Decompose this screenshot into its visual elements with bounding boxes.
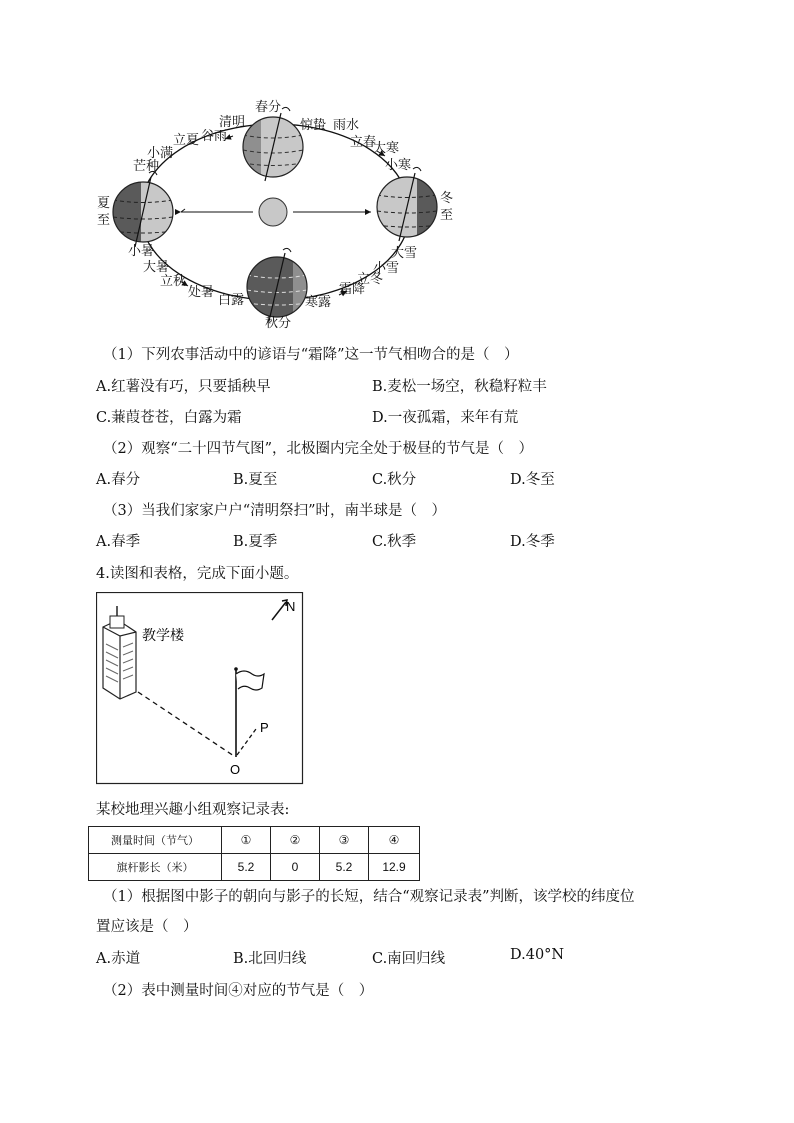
solar-terms-diagram: [85, 95, 465, 335]
svg-text:大寒: 大寒: [373, 141, 400, 156]
question-3-2: （2）观察“二十四节气图”，北极圈内完全处于极昼的节气是（ ）: [103, 441, 534, 457]
option-3-2-b[interactable]: B.夏至: [233, 472, 278, 488]
option-3-2-d[interactable]: D.冬至: [510, 472, 555, 488]
svg-text:小雪: 小雪: [373, 261, 400, 276]
svg-text:白露: 白露: [218, 293, 245, 308]
svg-text:冬: 冬: [440, 191, 454, 206]
north-label: N: [286, 599, 296, 614]
question-4-1-line1: （1）根据图中影子的朝向与影子的长短，结合“观察记录表”判断，该学校的纬度位: [103, 889, 635, 905]
svg-text:大暑: 大暑: [143, 260, 170, 275]
option-4-1-a[interactable]: A.赤道: [96, 951, 141, 967]
svg-text:秋分: 秋分: [265, 316, 292, 331]
point-p-label: P: [260, 720, 269, 735]
building-label: 教学楼: [142, 628, 184, 644]
sun: [259, 198, 287, 226]
question-3-1: （1）下列农事活动中的谚语与“霜降”这一节气相吻合的是（ ）: [103, 347, 519, 363]
flagpole-figure: [96, 592, 304, 785]
option-3-1-b[interactable]: B.麦松一场空，秋稳籽粒丰: [372, 379, 547, 395]
svg-text:小寒: 小寒: [385, 158, 412, 173]
svg-text:惊蛰: 惊蛰: [300, 118, 327, 133]
option-4-1-d[interactable]: D.40°N: [510, 947, 565, 963]
table-header-time: 测量时间（节气）: [89, 827, 222, 854]
svg-text:立夏: 立夏: [173, 133, 200, 148]
svg-text:雨水: 雨水: [333, 118, 360, 133]
option-3-1-a[interactable]: A.红薯没有巧，只要插秧早: [96, 379, 271, 395]
svg-text:至: 至: [440, 208, 454, 223]
svg-text:夏: 夏: [97, 196, 111, 211]
observation-table: [88, 826, 420, 881]
svg-text:寒露: 寒露: [305, 295, 332, 310]
svg-text:立春: 立春: [350, 135, 377, 150]
svg-text:大雪: 大雪: [391, 246, 418, 261]
option-3-1-c[interactable]: C.蒹葭苍苍，白露为霜: [96, 410, 242, 426]
option-4-1-b[interactable]: B.北回归线: [233, 951, 307, 967]
table-header-shadow: 旗杆影长（米）: [89, 854, 222, 881]
option-3-3-a[interactable]: A.春季: [96, 534, 141, 550]
table-caption: 某校地理兴趣小组观察记录表:: [96, 802, 290, 818]
svg-text:芒种: 芒种: [133, 159, 160, 174]
question-3-3: （3）当我们家家户户“清明祭扫”时，南半球是（ ）: [103, 503, 447, 519]
svg-text:小暑: 小暑: [128, 244, 155, 259]
option-3-1-d[interactable]: D.一夜孤霜，来年有荒: [372, 410, 519, 426]
option-3-3-b[interactable]: B.夏季: [233, 534, 278, 550]
question-4-1-line2: 置应该是（ ）: [96, 919, 198, 935]
option-3-2-c[interactable]: C.秋分: [372, 472, 417, 488]
option-3-3-c[interactable]: C.秋季: [372, 534, 417, 550]
option-3-3-d[interactable]: D.冬季: [510, 534, 555, 550]
section-4-title: 4.读图和表格，完成下面小题。: [96, 566, 299, 582]
table-row: 旗杆影长（米） 5.2 0 5.2 12.9: [89, 854, 420, 881]
svg-text:霜降: 霜降: [339, 282, 366, 297]
point-o-label: O: [230, 762, 241, 777]
svg-text:春分: 春分: [255, 100, 282, 115]
table-row: 测量时间（节气） ① ② ③ ④: [89, 827, 420, 854]
svg-text:小满: 小满: [147, 146, 174, 161]
svg-text:立冬: 立冬: [357, 272, 384, 287]
svg-text:谷雨: 谷雨: [201, 129, 228, 144]
svg-text:清明: 清明: [219, 115, 246, 130]
question-4-2: （2）表中测量时间④对应的节气是（ ）: [103, 983, 374, 999]
svg-text:立秋: 立秋: [160, 274, 187, 289]
svg-text:至: 至: [97, 213, 111, 228]
option-4-1-c[interactable]: C.南回归线: [372, 951, 446, 967]
option-3-2-a[interactable]: A.春分: [96, 472, 141, 488]
svg-text:处暑: 处暑: [188, 285, 215, 300]
